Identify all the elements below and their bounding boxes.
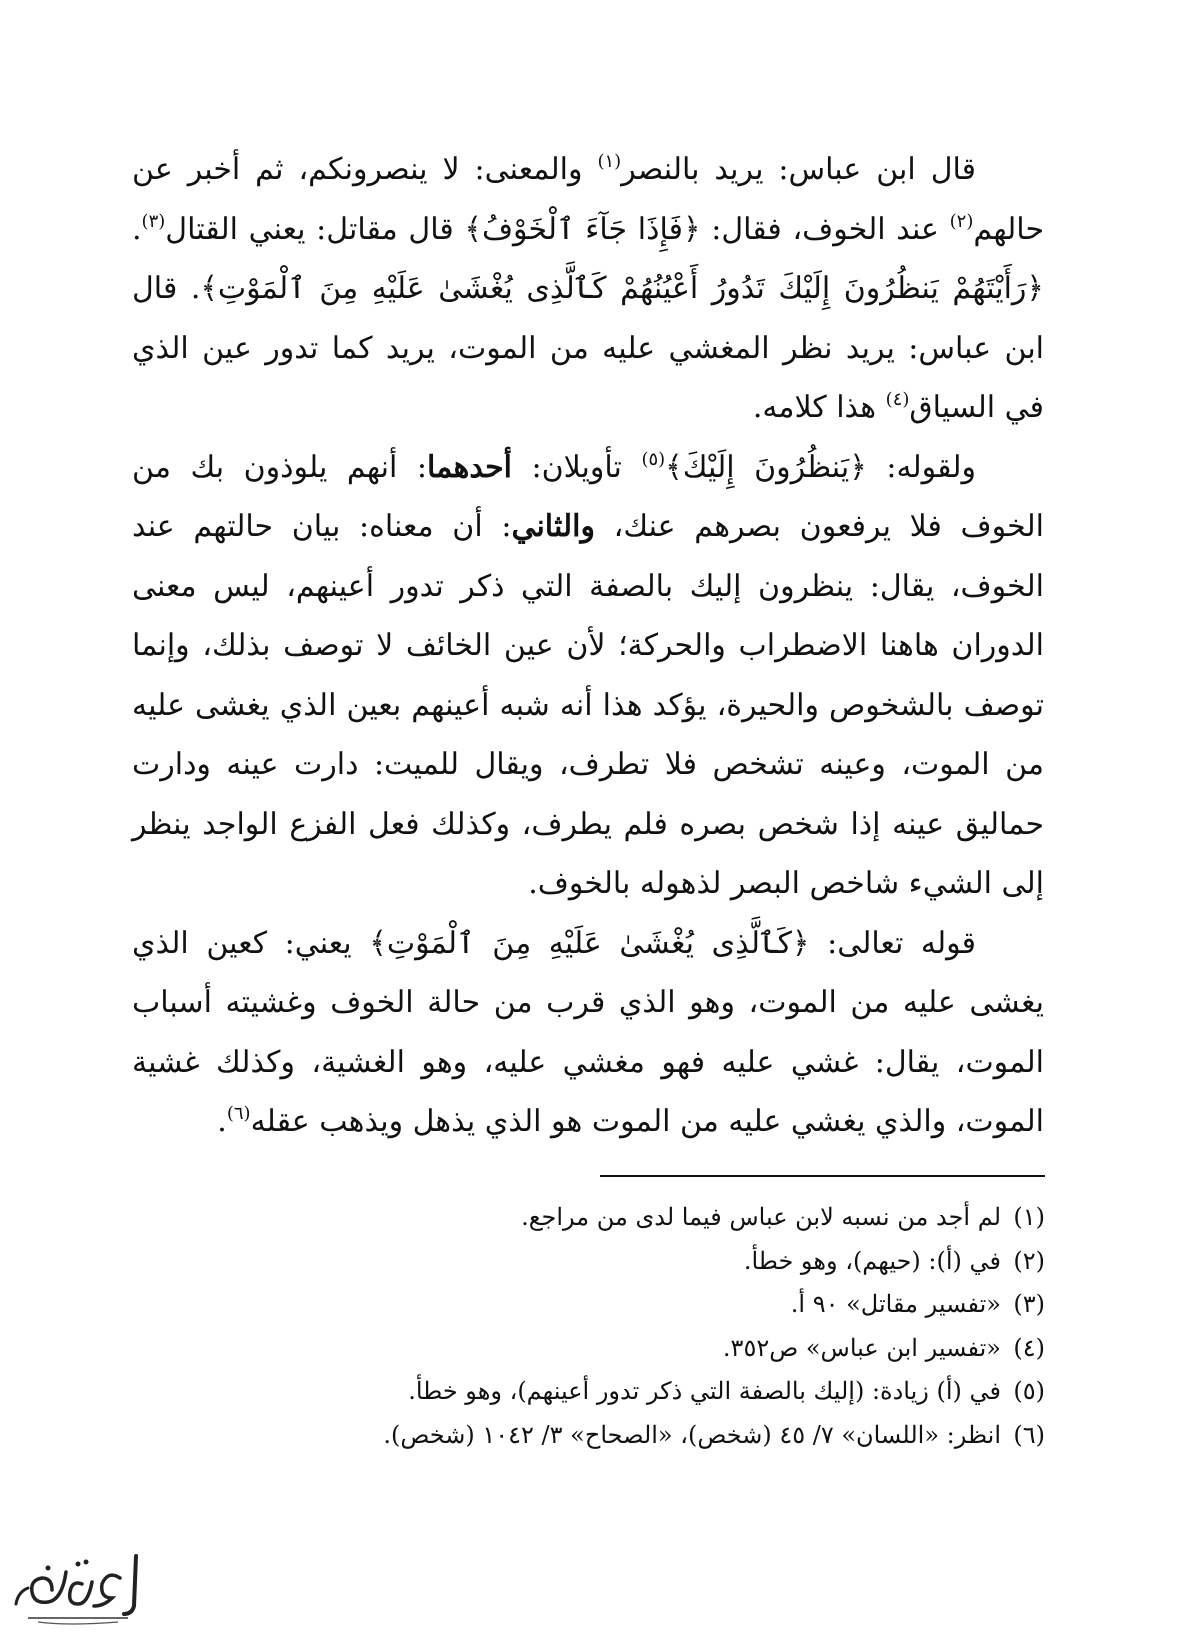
footnote-ref: (٣) <box>141 210 166 232</box>
text-run: أحدهما <box>427 449 512 485</box>
footnote-text: في (أ): (حيهم)، وهو خطأ. <box>743 1246 1001 1275</box>
text-run: . <box>217 1104 227 1139</box>
footnote-ref: (٤) <box>885 389 910 410</box>
text-run: : أن معناه: بيان حالتهم عند الخوف، يقال: ينظرون إليك بالصفة التي ذكر تدور أعينهم، ليس معنى الدوران هاهنا الاضطراب والحركة؛ لأن عين الخائف لا توصف بذلك، وإنما توصف بالشخوص والحيرة، يؤكد هذا أنه شبه أعينهم بعين الذي يغشى عليه من الموت، وعينه تشخص فلا تطرف، ويقال للميت: دارت عينه ودارت حماليق عينه إذا شخص بصره فلم يطرف، وكذلك فعل الفزع الواجد ينظر إلى الشيء شاخص البصر لذهوله بالخوف. <box>132 509 1044 901</box>
footnote-number: (٤) <box>1013 1333 1045 1362</box>
footnotes <box>145 1196 1045 1457</box>
footnote-text: انظر: «اللسان» ٧/ ٤٥ (شخص)، «الصحاح» ٣/ ١٠٤٢ (شخص). <box>383 1420 1001 1449</box>
text-run: قوله تعالى: ﴿كَٱلَّذِى يُغْشَىٰ عَلَيْهِ مِنَ ٱلْمَوْتِ﴾ يعني: كعين الذي يغشى عليه من الموت، وهو الذي قرب من حالة الخوف وغشيته أسباب الموت، يقال: غشي عليه فهو مغشي عليه، وهو الغشية، وكذلك غشية الموت، والذي يغشي عليه من الموت هو الذي يذهل ويذهب عقله <box>132 925 1044 1139</box>
text-run: ولقوله: ﴿يَنظُرُونَ إِلَيْكَ﴾ <box>665 449 976 485</box>
footnote-text: «تفسير ابن عباس» ص٣٥٢. <box>722 1333 1001 1362</box>
footnote-ref: (١) <box>597 151 622 172</box>
calligraphy-logo-icon <box>8 1548 148 1628</box>
paragraph <box>132 438 1044 914</box>
footnote <box>145 1196 1045 1240</box>
footnote-number: (٦) <box>1013 1420 1045 1449</box>
text-run: . ﴿رَأَيْتَهُمْ يَنظُرُونَ إِلَيْكَ تَدُورُ أَعْيُنُهُمْ كَٱلَّذِى يُغْشَىٰ عَلَيْهِ مِنَ ٱلْمَوْتِ﴾. قال ابن عباس: يريد نظر المغشي عليه من الموت، يريد كما تدور عين الذي في السياق <box>132 211 1044 425</box>
text-run: عند الخوف، فقال: ﴿فَإِذَا جَآءَ ٱلْخَوْفُ﴾ قال مقاتل: يعني القتال <box>165 211 950 247</box>
text-run: والثاني <box>511 509 595 544</box>
footnote-ref: (٢) <box>949 210 974 232</box>
text-run: قال ابن عباس: يريد بالنصر <box>621 152 976 187</box>
footnote <box>145 1370 1045 1414</box>
main-text <box>132 140 1044 1152</box>
footnote-text: لم أجد من نسبه لابن عباس فيما لدى من مراجع. <box>521 1203 1001 1231</box>
text-run: : أنهم يلوذون بك من الخوف فلا يرفعون بصرهم عنك، <box>132 449 1044 544</box>
paragraph <box>132 914 1044 1152</box>
footnote <box>145 1414 1045 1458</box>
footnote-number: (١) <box>1013 1203 1045 1231</box>
footnote-number: (٥) <box>1013 1377 1045 1405</box>
footnote-ref: (٥) <box>641 448 666 470</box>
footnote-text: في (أ) زيادة: (إليك بالصفة التي ذكر تدور أعينهم)، وهو خطأ. <box>408 1377 1001 1405</box>
text-run: هذا كلامه. <box>752 390 886 425</box>
footnote-text: «تفسير مقاتل» ٩٠ أ. <box>790 1290 1001 1318</box>
footnote-number: (٣) <box>1013 1290 1045 1318</box>
footnote-ref: (٦) <box>226 1103 251 1124</box>
footnote <box>145 1327 1045 1371</box>
text-run: والمعنى: لا ينصرونكم، ثم أخبر عن حالهم <box>132 152 1044 247</box>
footnote-number: (٢) <box>1013 1246 1045 1275</box>
text-run: تأويلان: <box>511 449 642 485</box>
footnote-separator <box>600 1175 1045 1177</box>
paragraph <box>132 140 1044 438</box>
footnote <box>145 1240 1045 1284</box>
footnote <box>145 1283 1045 1327</box>
